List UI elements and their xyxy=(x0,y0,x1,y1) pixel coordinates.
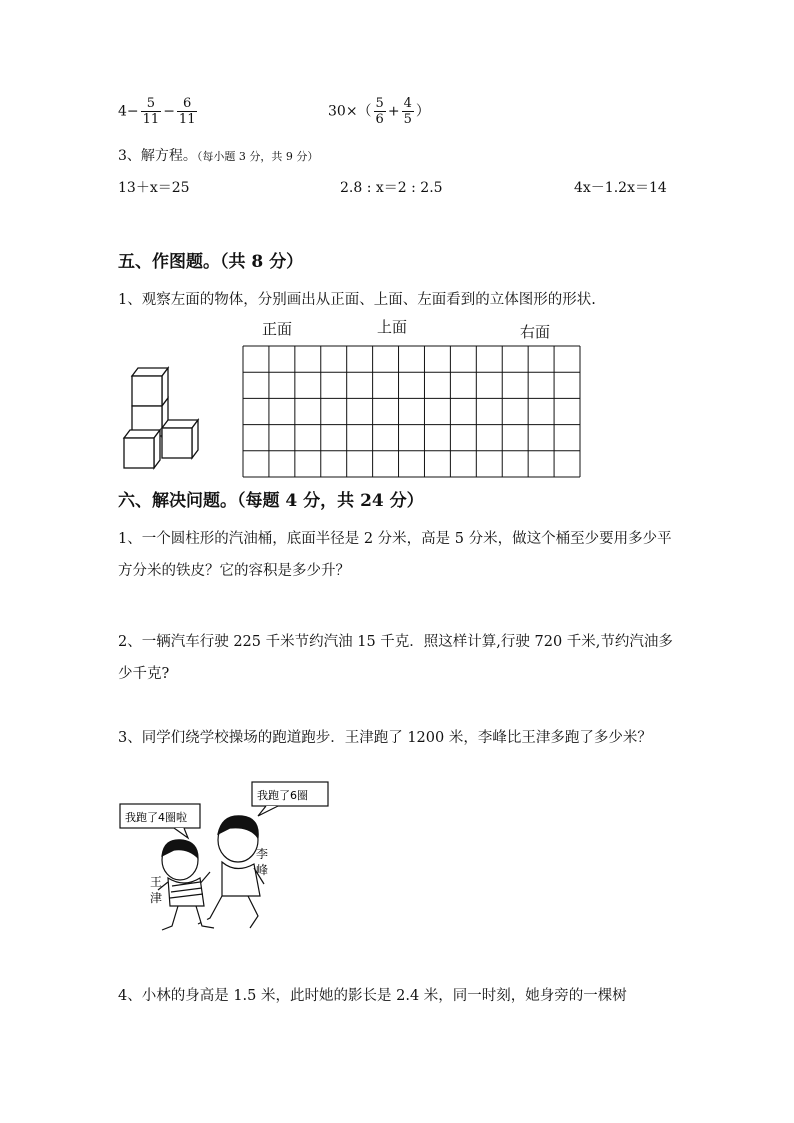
problem-2: 2、一辆汽车行驶 225 千米节约汽油 15 千克．照这样计算,行驶 720 千米,节约汽油多少千克? xyxy=(118,634,673,682)
expr2-lead: 30×（ xyxy=(328,103,372,120)
drawing-grid[interactable] xyxy=(242,345,581,478)
problem-3: 3、同学们绕学校操场的跑道跑步．王津跑了 1200 米，李峰比王津多跑了多少米？ xyxy=(118,730,652,746)
expression-1 xyxy=(118,96,199,127)
fraction xyxy=(374,96,386,127)
equation-2: 2.8 : x＝2 : 2.5 xyxy=(340,180,443,196)
denominator: 11 xyxy=(178,112,196,127)
section-5-heading: 五、作图题。（共 8 分） xyxy=(118,252,304,272)
cube-stack-figure xyxy=(118,360,208,472)
name-right-char-2: 峰 xyxy=(256,863,269,877)
running-children-illustration xyxy=(118,778,338,938)
bubble-right-text: 我跑了6圈 xyxy=(257,789,308,802)
label-top-view: 上面 xyxy=(377,318,408,336)
fraction xyxy=(141,96,162,127)
fraction xyxy=(177,96,198,127)
denominator: 6 xyxy=(375,112,384,127)
label-front-view: 正面 xyxy=(262,320,293,338)
name-left-char-2: 津 xyxy=(150,891,163,905)
expression-2 xyxy=(328,96,430,127)
section-6-heading: 六、解决问题。（每题 4 分，共 24 分） xyxy=(118,491,424,511)
section-5-question-1: 1、观察左面的物体，分别画出从正面、上面、左面看到的立体图形的形状. xyxy=(118,292,596,308)
denominator: 5 xyxy=(403,112,412,127)
problem-1: 1、一个圆柱形的汽油桶，底面半径是 2 分米，高是 5 分米，做这个桶至少要用多少平方分米的铁皮？它的容积是多少升？ xyxy=(118,531,672,579)
equation-3: 4x－1.2x＝14 xyxy=(574,180,667,196)
numerator: 5 xyxy=(375,96,384,111)
numerator: 4 xyxy=(403,96,412,111)
bubble-left-text: 我跑了4圈啦 xyxy=(125,811,187,824)
fraction xyxy=(402,96,414,127)
section-3-note: （每小题 3 分，共 9 分） xyxy=(196,150,319,163)
plus-sign: + xyxy=(387,103,400,120)
problem-4: 4、小林的身高是 1.5 米，此时她的影长是 2.4 米，同一时刻，她身旁的一棵树 xyxy=(118,988,627,1004)
section-3-label: 3、解方程。 xyxy=(118,148,197,164)
expr2-close: ） xyxy=(415,103,430,120)
label-right-view: 右面 xyxy=(520,323,551,341)
equation-1: 13＋x＝25 xyxy=(118,180,190,196)
numerator: 5 xyxy=(146,96,156,111)
expr1-lead: 4− xyxy=(118,103,139,120)
numerator: 6 xyxy=(183,96,192,111)
denominator: 11 xyxy=(142,112,160,127)
name-right-char-1: 李 xyxy=(256,847,269,861)
section-3-title xyxy=(118,146,318,167)
name-left-char-1: 王 xyxy=(150,875,163,889)
minus-sign: − xyxy=(163,103,175,120)
